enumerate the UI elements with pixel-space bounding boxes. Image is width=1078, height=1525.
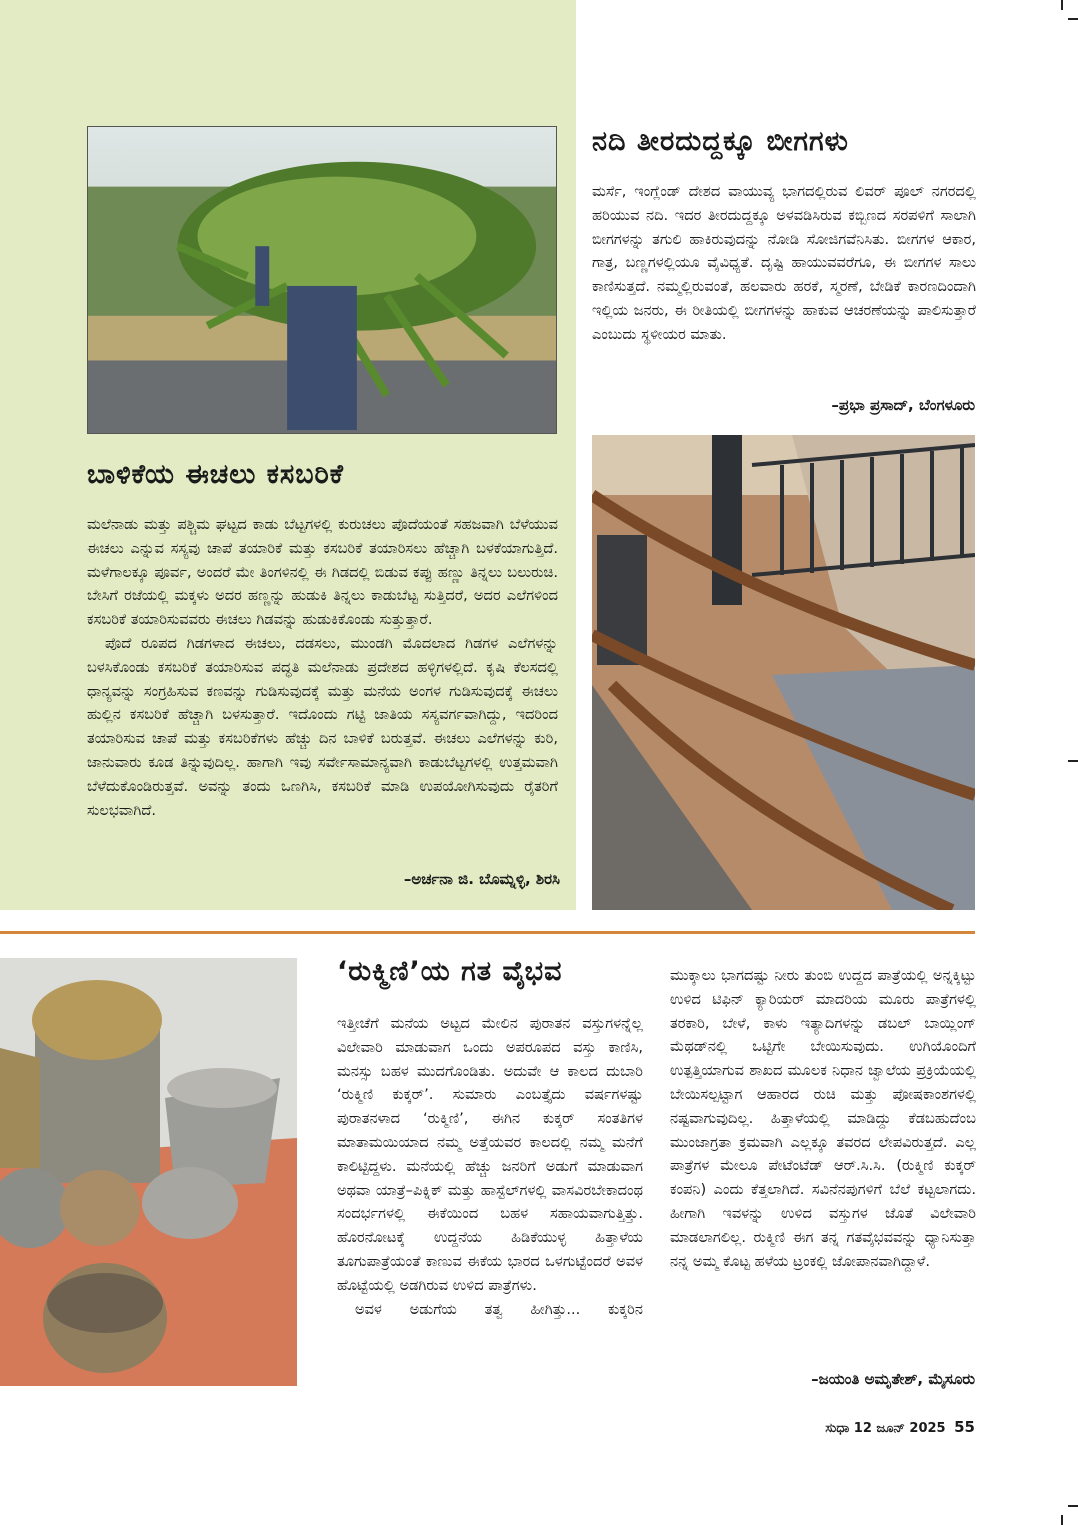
section-divider — [0, 931, 975, 934]
page-number: 55 — [954, 1418, 975, 1436]
cooker-article-title: ‘ರುಕ್ಮಿಣಿ’ಯ ಗತ ವೈಭವ — [337, 956, 563, 987]
crop-mark — [1068, 18, 1078, 20]
broom-article-byline: –ಅರ್ಚನಾ ಜಿ. ಬೊಮ್ನಳ್ಳಿ, ಶಿರಸಿ — [403, 870, 560, 888]
paragraph: ಮರ್ಸೆ, ಇಂಗ್ಲೆಂಡ್ ದೇಶದ ವಾಯುವ್ಯ ಭಾಗದಲ್ಲಿರುವ ಲಿವರ್ ಪೂಲ್ ನಗರದಲ್ಲಿ ಹರಿಯುವ ನದಿ. ಇದರ ತೀರದುದ್ದಕ್ಕೂ ಅಳವಡಿಸಿರುವ ಕಬ್ಬಿಣದ ಸರಪಳಿಗೆ ಸಾಲಾಗಿ ಬೀಗಗಳನ್ನು ತಗುಲಿ ಹಾಕಿರುವುದನ್ನು ನೋಡಿ ಸೋಜಿಗವೆನಿಸಿತು. ಬೀಗಗಳ ಆಕಾರ, ಗಾತ್ರ, ಬಣ್ಣಗಳಲ್ಲಿಯೂ ವೈವಿಧ್ಯತೆ. ದೃಷ್ಟಿ ಹಾಯುವವರೆಗೂ, ಈ ಬೀಗಗಳ ಸಾಲು ಕಾಣಿಸುತ್ತದೆ. ನಮ್ಮಲ್ಲಿರುವಂತೆ, ಹಲವಾರು ಹರಕೆ, ಸ್ಮರಣೆ, ಬೇಡಿಕೆ ಕಾರಣದಿಂದಾಗಿ ಇಲ್ಲಿಯ ಜನರು, ಈ ರೀತಿಯಲ್ಲಿ ಬೀಗಗಳನ್ನು ಹಾಕುವ ಆಚರಣೆಯನ್ನು ಪಾಲಿಸುತ್ತಾರೆ ಎಂಬುದು ಸ್ಥಳೀಯರ ಮಾತು. — [592, 183, 976, 343]
issue-date: ಸುಧಾ 12 ಜೂನ್ 2025 — [825, 1421, 946, 1436]
cooker-article-column-1 — [337, 1012, 643, 1321]
paragraph: ಮುಕ್ಕಾಲು ಭಾಗದಷ್ಟು ನೀರು ತುಂಬಿ ಉದ್ದದ ಪಾತ್ರೆಯಲ್ಲಿ ಅನ್ನಕ್ಕಿಟ್ಟು ಉಳಿದ ಟಿಫಿನ್ ಕ್ಯಾರಿಯರ್ ಮಾದರಿಯ ಮೂರು ಪಾತ್ರೆಗಳಲ್ಲಿ ತರಕಾರಿ, ಬೇಳೆ, ಕಾಳು ಇತ್ಯಾದಿಗಳನ್ನು ಡಬಲ್ ಬಾಯ್ಲಿಂಗ್ ಮೆಥಡ್‌ನಲ್ಲಿ ಒಟ್ಟಿಗೇ ಬೇಯಿಸುವುದು. ಉಗಿಯೊಂದಿಗೆ ಉತ್ಪತ್ತಿಯಾಗುವ ಶಾಖದ ಮೂಲಕ ನಿಧಾನ ಜ್ವಾಲೆಯ ಪ್ರಕ್ರಿಯೆಯಲ್ಲಿ ಬೇಯಿಸಲ್ಪಟ್ಟಾಗ ಆಹಾರದ ರುಚಿ ಮತ್ತು ಪೋಷಕಾಂಶಗಳಲ್ಲಿ ನಷ್ಟವಾಗುವುದಿಲ್ಲ. ಹಿತ್ತಾಳೆಯಲ್ಲಿ ಮಾಡಿದ್ದು ಕೆಡಬಹುದೆಂಬ ಮುಂಜಾಗ್ರತಾ ಕ್ರಮವಾಗಿ ಎಲ್ಲಕ್ಕೂ ತವರದ ಲೇಪವಿರುತ್ತದೆ. ಎಲ್ಲ ಪಾತ್ರೆಗಳ ಮೇಲೂ ಪೇಟೆಂಟೆಡ್ ಆರ್.ಸಿ.ಸಿ. (ರುಕ್ಮಿಣಿ ಕುಕ್ಕರ್ ಕಂಪನಿ) ಎಂದು ಕೆತ್ತಲಾಗಿದೆ. ಸವಿನೆನಪುಗಳಿಗೆ ಬೆಲೆ ಕಟ್ಟಲಾಗದು. ಹೀಗಾಗಿ ಇವಳನ್ನು ಉಳಿದ ವಸ್ತುಗಳ ಜೊತೆ ವಿಲೇವಾರಿ ಮಾಡಲಾಗಲಿಲ್ಲ. ರುಕ್ಮಿಣಿ ಈಗ ತನ್ನ ಗತವೈಭವವನ್ನು ಧ್ಯಾನಿಸುತ್ತಾ ನನ್ನ ಅಮ್ಮ ಕೊಟ್ಟ ಹಳೆಯ ಟ್ರಂಕಲ್ಲಿ ಜೋಪಾನವಾಗಿದ್ದಾಳೆ. — [670, 967, 976, 1270]
crop-mark — [1068, 1505, 1078, 1507]
crop-mark — [1061, 1515, 1063, 1525]
cooker-article-byline: –ಜಯಂತಿ ಅಮೃತೇಶ್, ಮೈಸೂರು — [811, 1370, 975, 1388]
paragraph: ಇತ್ತೀಚೆಗೆ ಮನೆಯ ಅಟ್ಟದ ಮೇಲಿನ ಪುರಾತನ ವಸ್ತುಗಳನ್ನೆಲ್ಲ ವಿಲೇವಾರಿ ಮಾಡುವಾಗ ಒಂದು ಅಪರೂಪದ ವಸ್ತು ಕಾಣಿಸಿ, ಮನಸ್ಸು ಬಹಳ ಮುದಗೊಂಡಿತು. ಅದುವೇ ಆ ಕಾಲದ ದುಬಾರಿ ‘ರುಕ್ಮಿಣಿ ಕುಕ್ಕರ್’. ಸುಮಾರು ಎಂಬತ್ತೈದು ವರ್ಷಗಳಷ್ಟು ಪುರಾತನಳಾದ ‘ರುಕ್ಮಿಣಿ’, ಈಗಿನ ಕುಕ್ಕರ್ ಸಂತತಿಗಳ ಮಾತಾಮಯಿಯಾದ ನಮ್ಮ ಅತ್ತೆಯವರ ಕಾಲದಲ್ಲಿ ನಮ್ಮ ಮನೆಗೆ ಕಾಲಿಟ್ಟಿದ್ದಳು. ಮನೆಯಲ್ಲಿ ಹೆಚ್ಚು ಜನರಿಗೆ ಅಡುಗೆ ಮಾಡುವಾಗ ಅಥವಾ ಯಾತ್ರೆ–ಪಿಕ್ನಿಕ್ ಮತ್ತು ಹಾಸ್ಟೆಲ್‌ಗಳಲ್ಲಿ ವಾಸವಿರಬೇಕಾದಂಥ ಸಂದರ್ಭಗಳಲ್ಲಿ ಈಕೆಯಿಂದ ಬಹಳ ಸಹಾಯವಾಗುತ್ತಿತ್ತು. ಹೊರನೋಟಕ್ಕೆ ಉದ್ದನೆಯ ಹಿಡಿಕೆಯುಳ್ಳ ಹಿತ್ತಾಳೆಯ ತೂಗುಪಾತ್ರೆಯಂತೆ ಕಾಣುವ ಈಕೆಯ ಭಾರದ ಒಳಗುಟ್ಟೆಂದರೆ ಅವಳ ಹೊಟ್ಟೆಯಲ್ಲಿ ಅಡಗಿರುವ ಉಳಿದ ಪಾತ್ರೆಗಳು. — [337, 1015, 643, 1294]
locks-article-title: ನದಿ ತೀರದುದ್ದಕ್ಕೂ ಬೀಗಗಳು — [592, 126, 849, 157]
broom-article-body — [87, 513, 558, 822]
locks-article-body — [592, 180, 976, 347]
locks-photo — [592, 435, 975, 910]
crop-mark — [1068, 760, 1078, 762]
broom-photo — [87, 126, 557, 434]
cooker-photo — [0, 958, 297, 1386]
paragraph: ಮಲೆನಾಡು ಮತ್ತು ಪಶ್ಚಿಮ ಘಟ್ಟದ ಕಾಡು ಬೆಟ್ಟಗಳಲ್ಲಿ ಕುರುಚಲು ಪೊದೆಯಂತೆ ಸಹಜವಾಗಿ ಬೆಳೆಯುವ ಈಚಲು ಎನ್ನುವ ಸಸ್ಯವು ಚಾಪೆ ತಯಾರಿಕೆ ಮತ್ತು ಕಸಬರಿಕೆ ತಯಾರಿಸಲು ಹೆಚ್ಚಾಗಿ ಬಳಕೆಯಾಗುತ್ತಿದೆ. ಮಳೆಗಾಲಕ್ಕೂ ಪೂರ್ವ, ಅಂದರೆ ಮೇ ತಿಂಗಳಿನಲ್ಲಿ ಈ ಗಿಡದಲ್ಲಿ ಬಿಡುವ ಕಪ್ಪು ಹಣ್ಣು ತಿನ್ನಲು ಬಲುರುಚಿ. ಬೇಸಿಗೆ ರಜೆಯಲ್ಲಿ ಮಕ್ಕಳು ಅದರ ಹಣ್ಣನ್ನು ಹುಡುಕಿ ತಿನ್ನಲು ಕಾಡುಬೆಟ್ಟ ಸುತ್ತಿದರೆ, ಅದರ ಎಲೆಗಳಿಂದ ಕಸಬರಿಕೆ ತಯಾರಿಸುವವರು ಈಚಲು ಗಿಡವನ್ನು ಹುಡುಕಿಕೊಂಡು ಸುತ್ತುತ್ತಾರೆ. — [87, 516, 558, 629]
page-footer — [825, 1418, 975, 1436]
cooker-article-column-2 — [670, 964, 976, 1273]
paragraph: ಅವಳ ಅಡುಗೆಯ ತತ್ವ ಹೀಗಿತ್ತು... ಕುಕ್ಕರಿನ — [355, 1300, 643, 1318]
locks-article-byline: –ಪ್ರಭಾ ಪ್ರಸಾದ್, ಬೆಂಗಳೂರು — [831, 396, 975, 414]
paragraph: ಪೊದೆ ರೂಪದ ಗಿಡಗಳಾದ ಈಚಲು, ದಡಸಲು, ಮುಂಡಗಿ ಮೊದಲಾದ ಗಿಡಗಳ ಎಲೆಗಳನ್ನು ಬಳಸಿಕೊಂಡು ಕಸಬರಿಕೆ ತಯಾರಿಸುವ ಪದ್ಧತಿ ಮಲೆನಾಡು ಪ್ರದೇಶದ ಹಳ್ಳಿಗಳಲ್ಲಿದೆ. ಕೃಷಿ ಕೆಲಸದಲ್ಲಿ ಧಾನ್ಯವನ್ನು ಸಂಗ್ರಹಿಸುವ ಕಣವನ್ನು ಗುಡಿಸುವುದಕ್ಕೆ ಮತ್ತು ಮನೆಯ ಅಂಗಳ ಗುಡಿಸುವುದಕ್ಕೆ ಈಚಲು ಹುಲ್ಲಿನ ಕಸಬರಿಕೆ ಹೆಚ್ಚಾಗಿ ಬಳಸುತ್ತಾರೆ. ಇದೊಂದು ಗಟ್ಟಿ ಜಾತಿಯ ಸಸ್ಯವರ್ಗವಾಗಿದ್ದು, ಇದರಿಂದ ತಯಾರಿಸುವ ಚಾಪೆ ಮತ್ತು ಕಸಬರಿಕೆಗಳು ಹೆಚ್ಚು ದಿನ ಬಾಳಿಕೆ ಬರುತ್ತವೆ. ಈಚಲು ಎಲೆಗಳನ್ನು ಕುರಿ, ಜಾನುವಾರು ಕೂಡ ತಿನ್ನುವುದಿಲ್ಲ. ಹಾಗಾಗಿ ಇವು ಸರ್ವೇಸಾಮಾನ್ಯವಾಗಿ ಕಾಡುಬೆಟ್ಟಗಳಲ್ಲಿ ಉತ್ತಮವಾಗಿ ಬೆಳೆದುಕೊಂಡಿರುತ್ತವೆ. ಅವನ್ನು ತಂದು ಒಣಗಿಸಿ, ಕಸಬರಿಕೆ ಮಾಡಿ ಉಪಯೋಗಿಸುವುದು ರೈತರಿಗೆ ಸುಲಭವಾಗಿದೆ. — [87, 634, 558, 819]
broom-article-title: ಬಾಳಿಕೆಯ ಈಚಲು ಕಸಬರಿಕೆ — [87, 459, 344, 490]
crop-mark — [1061, 0, 1063, 10]
